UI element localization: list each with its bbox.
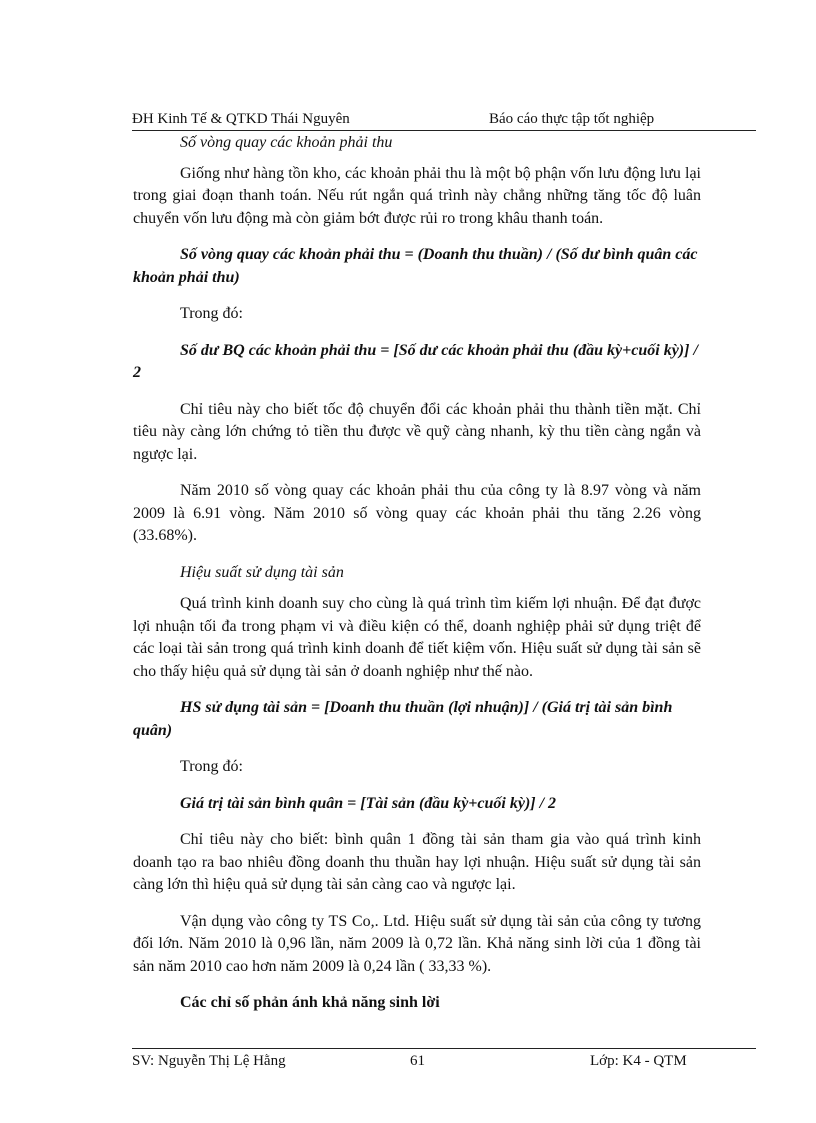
paragraph-receivables-figures: Năm 2010 số vòng quay các khoản phải thu của công ty là 8.97 vòng và năm 2009 là 6.91 vòng. Năm 2010 số vòng quay các khoản phải thu tăng 2.26 vòng (33.68%). xyxy=(133,482,701,544)
paragraph-asset-efficiency-intro: Quá trình kinh doanh suy cho cùng là quá trình tìm kiếm lợi nhuận. Để đạt được lợi nhuận tối đa trong phạm vi và điều kiện có thể, doanh nghiệp phải sử dụng triệt để các loại tài sản trong quá trình kinh doanh để tiết kiệm vốn. Hiệu suất sử dụng tài sản sẽ cho thấy hiệu quả sử dụng tài sản ở doanh nghiệp như thế nào. xyxy=(133,595,701,680)
paragraph-asset-efficiency-figures: Vận dụng vào công ty TS Co,. Ltd. Hiệu suất sử dụng tài sản của công ty tương đối lớn. Năm 2010 là 0,96 lần, năm 2009 là 0,72 lần. Khả năng sinh lời của 1 đồng tài sản năm 2010 cao hơn năm 2009 là 0,24 lần ( 33,33 %). xyxy=(133,912,701,975)
paragraph-asset-efficiency-meaning: Chỉ tiêu này cho biết: bình quân 1 đồng tài sản tham gia vào quá trình kinh doanh tạo ra bao nhiêu đồng doanh thu thuần hay lợi nhuận. Hiệu suất sử dụng tài sản càng lớn thì hiệu quả sử dụng tài sản càng cao và ngược lại. xyxy=(133,831,701,893)
paragraph-receivables-intro: Giống như hàng tồn kho, các khoản phải thu là một bộ phận vốn lưu động lưu lại trong giai đoạn thanh toán. Nếu rút ngắn quá trình này chẳng những tăng tốc độ luân chuyển vốn lưu động mà còn giảm bớt được rủi ro trong khâu thanh toán. xyxy=(133,164,701,227)
formula-receivables-turnover: Số vòng quay các khoản phải thu = (Doanh thu thuần) / (Số dư bình quân các khoản phải thu) xyxy=(133,246,698,286)
footer-class: Lớp: K4 - QTM xyxy=(590,1053,687,1069)
page-body xyxy=(133,132,701,1015)
formula-average-assets: Giá trị tài sản bình quân = [Tài sản (đầu kỳ+cuối kỳ)] / 2 xyxy=(180,794,557,812)
header-report-title: Báo cáo thực tập tốt nghiệp xyxy=(489,111,655,127)
section-heading-asset-efficiency: Hiệu suất sử dụng tài sản xyxy=(180,563,344,581)
section-heading-profitability: Các chỉ số phản ánh khả năng sinh lời xyxy=(180,994,440,1011)
page-number: 61 xyxy=(410,1053,425,1069)
where-label: Trong đó: xyxy=(180,758,243,775)
formula-average-receivables: Số dư BQ các khoản phải thu = [Số dư các khoản phải thu (đầu kỳ+cuối kỳ)] / 2 xyxy=(133,341,698,381)
page-footer xyxy=(132,1053,756,1075)
where-label: Trong đó: xyxy=(180,305,243,322)
formula-asset-efficiency: HS sử dụng tài sản = [Doanh thu thuần (lợi nhuận)] / (Giá trị tài sản bình quân) xyxy=(133,699,673,739)
footer-divider xyxy=(132,1048,756,1049)
footer-student-name: SV: Nguyễn Thị Lệ Hằng xyxy=(132,1053,286,1069)
header-university: ĐH Kinh Tế & QTKD Thái Nguyên xyxy=(132,111,350,127)
section-heading-receivables-turnover: Số vòng quay các khoản phải thu xyxy=(180,134,393,151)
header-divider xyxy=(132,130,756,131)
paragraph-receivables-meaning: Chỉ tiêu này cho biết tốc độ chuyển đổi các khoản phải thu thành tiền mặt. Chỉ tiêu này càng lớn chứng tỏ tiền thu được về quỹ càng nhanh, kỳ thu tiền càng ngắn và ngược lại. xyxy=(133,400,701,463)
